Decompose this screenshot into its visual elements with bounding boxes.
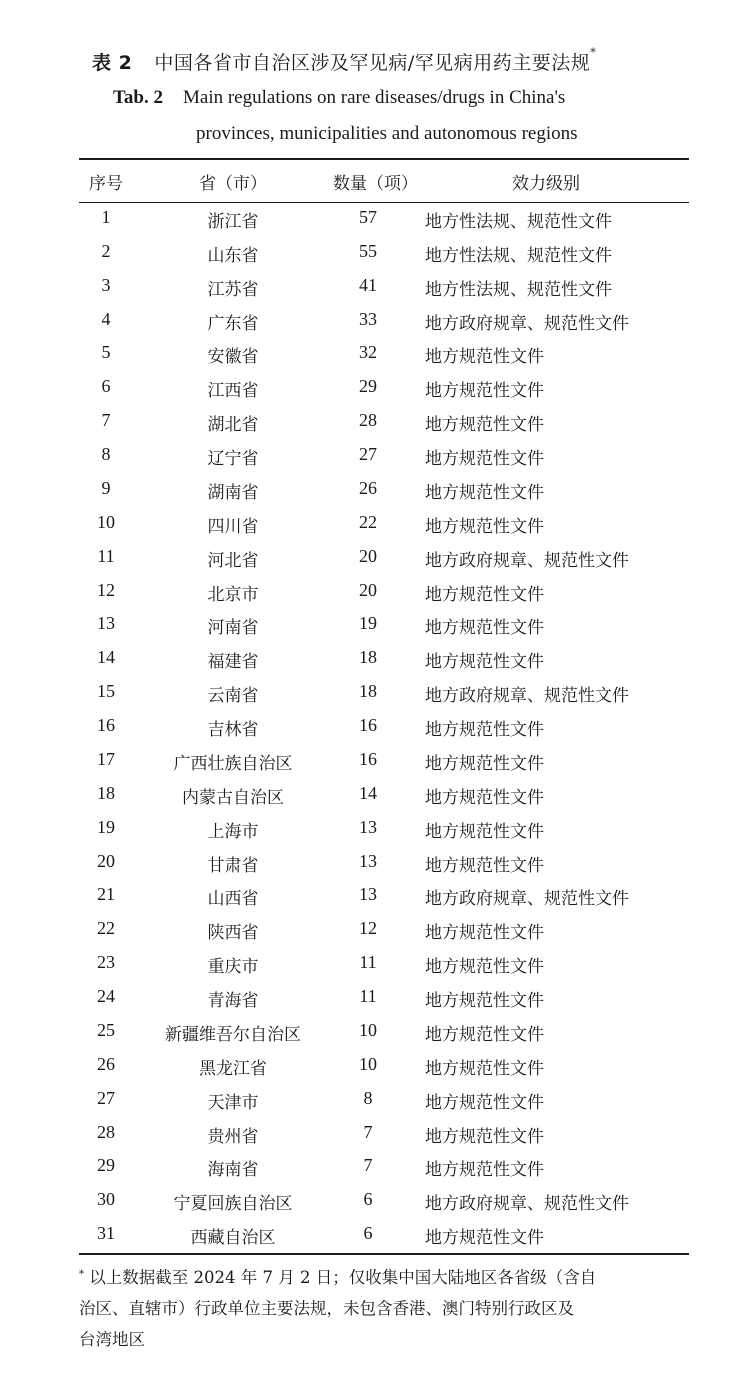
row-level: 地方规范性文件 [425,923,544,944]
row-level: 地方政府规章、规范性文件 [425,889,629,910]
row-count: 41 [359,274,377,295]
row-count: 7 [363,1155,373,1176]
row-province: 江西省 [207,381,259,402]
row-province: 西藏自治区 [190,1228,276,1249]
row-province: 河南省 [207,618,259,639]
table-row [79,474,689,508]
table-row [79,609,689,643]
table-row [79,271,689,305]
row-province: 山东省 [207,245,259,266]
table-row [79,914,689,948]
row-province: 四川省 [207,516,259,537]
table-row [79,1118,689,1152]
row-count: 32 [359,342,377,363]
header-province: 省（市） [199,174,267,194]
row-province: 新疆维吾尔自治区 [165,1024,301,1045]
row-level: 地方规范性文件 [425,449,544,470]
row-province: 湖南省 [207,482,259,503]
table-row [79,711,689,745]
row-level: 地方性法规、规范性文件 [425,212,612,232]
row-index: 12 [97,579,115,600]
row-index: 4 [101,308,111,329]
row-level: 地方规范性文件 [425,1160,544,1181]
row-index: 26 [97,1053,115,1074]
row-index: 8 [101,444,111,465]
row-count: 10 [359,1019,377,1040]
row-index: 18 [97,782,115,803]
row-count: 22 [359,511,377,532]
row-count: 14 [359,782,377,803]
header-index: 序号 [89,174,123,194]
row-index: 21 [97,884,115,905]
table-row [79,576,689,610]
row-level: 地方规范性文件 [425,1228,544,1249]
row-index: 27 [97,1087,115,1108]
row-province: 广西壮族自治区 [173,753,293,774]
footnote-line-1: 以上数据截至 2024 年 7 月 2 日；仅收集中国大陆地区各省级（含自 [89,1268,597,1287]
row-level: 地方规范性文件 [425,753,544,774]
row-level: 地方规范性文件 [425,347,544,368]
row-province: 辽宁省 [207,449,259,470]
row-level: 地方规范性文件 [425,957,544,978]
table-body [79,203,689,1253]
row-index: 7 [101,410,111,431]
row-index: 6 [101,376,111,397]
table-title-chinese: 中国各省市自治区涉及罕见病/罕见病用药主要法规 [154,52,591,74]
row-province: 江苏省 [207,279,259,300]
row-province: 贵州省 [207,1126,259,1147]
row-province: 浙江省 [207,212,259,232]
table-row [79,677,689,711]
row-index: 14 [97,647,115,668]
row-count: 20 [359,579,377,600]
table-row [79,847,689,881]
row-index: 24 [97,986,115,1007]
row-index: 15 [97,681,115,702]
row-province: 湖北省 [207,415,259,436]
row-index: 13 [97,613,115,634]
row-level: 地方规范性文件 [425,381,544,402]
row-province: 内蒙古自治区 [182,787,284,808]
row-index: 19 [97,816,115,837]
row-index: 25 [97,1019,115,1040]
row-count: 16 [359,748,377,769]
row-count: 6 [363,1189,373,1210]
footnote-line-3: 台湾地区 [79,1330,145,1349]
row-index: 17 [97,748,115,769]
row-level: 地方规范性文件 [425,1092,544,1113]
row-index: 31 [97,1223,115,1244]
row-province: 河北省 [207,550,259,571]
row-province: 山西省 [207,889,259,910]
row-count: 13 [359,884,377,905]
row-index: 9 [101,477,111,498]
row-count: 33 [359,308,377,329]
row-count: 12 [359,918,377,939]
row-index: 20 [97,850,115,871]
table-label-english: Tab. 2 [113,87,163,108]
table-header [79,160,689,202]
row-count: 18 [359,681,377,702]
table-row [79,813,689,847]
row-index: 28 [97,1121,115,1142]
row-count: 6 [363,1223,373,1244]
row-level: 地方规范性文件 [425,1058,544,1079]
table-row [79,1219,689,1253]
row-level: 地方政府规章、规范性文件 [425,313,629,334]
table-row [79,779,689,813]
row-count: 26 [359,477,377,498]
row-province: 福建省 [207,652,259,673]
table-row [79,1016,689,1050]
row-count: 11 [359,986,377,1007]
table-title-english-line1: Main regulations on rare diseases/drugs in China's [183,87,566,108]
row-province: 黑龙江省 [199,1058,267,1079]
row-count: 16 [359,715,377,736]
table-row [79,338,689,372]
footnote-mark: * [79,1269,84,1280]
row-count: 19 [359,613,377,634]
row-province: 吉林省 [207,720,259,741]
row-count: 10 [359,1053,377,1074]
table-row [79,406,689,440]
row-province: 北京市 [207,584,259,605]
row-province: 重庆市 [207,957,259,978]
row-level: 地方规范性文件 [425,652,544,673]
table-caption-english [113,87,565,109]
row-index: 30 [97,1189,115,1210]
row-level: 地方规范性文件 [425,821,544,842]
row-province: 安徽省 [207,347,259,368]
footnote-line-2: 治区、直辖市）行政单位主要法规，未包含香港、澳门特别行政区及 [79,1299,574,1318]
table-bottom-rule [79,1253,689,1255]
table-row [79,508,689,542]
caption-footnote-mark: * [590,46,597,59]
table-row [79,203,689,237]
row-level: 地方政府规章、规范性文件 [425,686,629,707]
row-level: 地方规范性文件 [425,1126,544,1147]
row-count: 11 [359,952,377,973]
table-row [79,372,689,406]
table-row [79,1050,689,1084]
table-row [79,542,689,576]
row-province: 上海市 [207,821,259,842]
row-level: 地方规范性文件 [425,584,544,605]
row-province: 宁夏回族自治区 [173,1194,293,1215]
row-province: 陕西省 [207,923,259,944]
row-level: 地方政府规章、规范性文件 [425,1194,629,1215]
row-count: 18 [359,647,377,668]
row-level: 地方规范性文件 [425,482,544,503]
table-label-chinese: 表 2 [92,52,133,74]
table-row [79,1151,689,1185]
table-caption-chinese [92,48,596,75]
header-level: 效力级别 [512,174,580,194]
table-row [79,1185,689,1219]
row-count: 20 [359,545,377,566]
table-title-english-line2: provinces, municipalities and autonomous regions [196,123,578,144]
row-province: 海南省 [207,1160,259,1181]
row-province: 云南省 [207,686,259,707]
table-row [79,948,689,982]
table-row [79,1084,689,1118]
table-row [79,643,689,677]
row-level: 地方规范性文件 [425,855,544,876]
row-level: 地方规范性文件 [425,415,544,436]
row-level: 地方规范性文件 [425,720,544,741]
row-index: 16 [97,715,115,736]
row-level: 地方规范性文件 [425,991,544,1012]
row-count: 13 [359,816,377,837]
row-index: 11 [97,545,115,566]
row-level: 地方规范性文件 [425,618,544,639]
row-index: 23 [97,952,115,973]
row-count: 28 [359,410,377,431]
row-index: 1 [101,207,111,227]
row-count: 27 [359,444,377,465]
row-level: 地方规范性文件 [425,516,544,537]
table-row [79,305,689,339]
row-index: 2 [101,240,111,261]
table-row [79,440,689,474]
row-level: 地方性法规、规范性文件 [425,279,612,300]
row-province: 青海省 [207,991,259,1012]
table-row [79,237,689,271]
row-count: 29 [359,376,377,397]
row-index: 22 [97,918,115,939]
row-count: 8 [363,1087,373,1108]
row-count: 57 [359,207,377,227]
row-level: 地方政府规章、规范性文件 [425,550,629,571]
row-level: 地方规范性文件 [425,787,544,808]
row-count: 13 [359,850,377,871]
row-province: 广东省 [207,313,259,334]
row-province: 甘肃省 [207,855,259,876]
row-province: 天津市 [207,1092,259,1113]
row-level: 地方性法规、规范性文件 [425,245,612,266]
table-footnote [79,1262,694,1355]
table-row [79,880,689,914]
row-count: 7 [363,1121,373,1142]
header-count: 数量（项） [333,174,418,194]
table-row [79,982,689,1016]
row-index: 10 [97,511,115,532]
row-index: 29 [97,1155,115,1176]
row-index: 3 [101,274,111,295]
row-level: 地方规范性文件 [425,1024,544,1045]
row-count: 55 [359,240,377,261]
table-row [79,745,689,779]
row-index: 5 [101,342,111,363]
